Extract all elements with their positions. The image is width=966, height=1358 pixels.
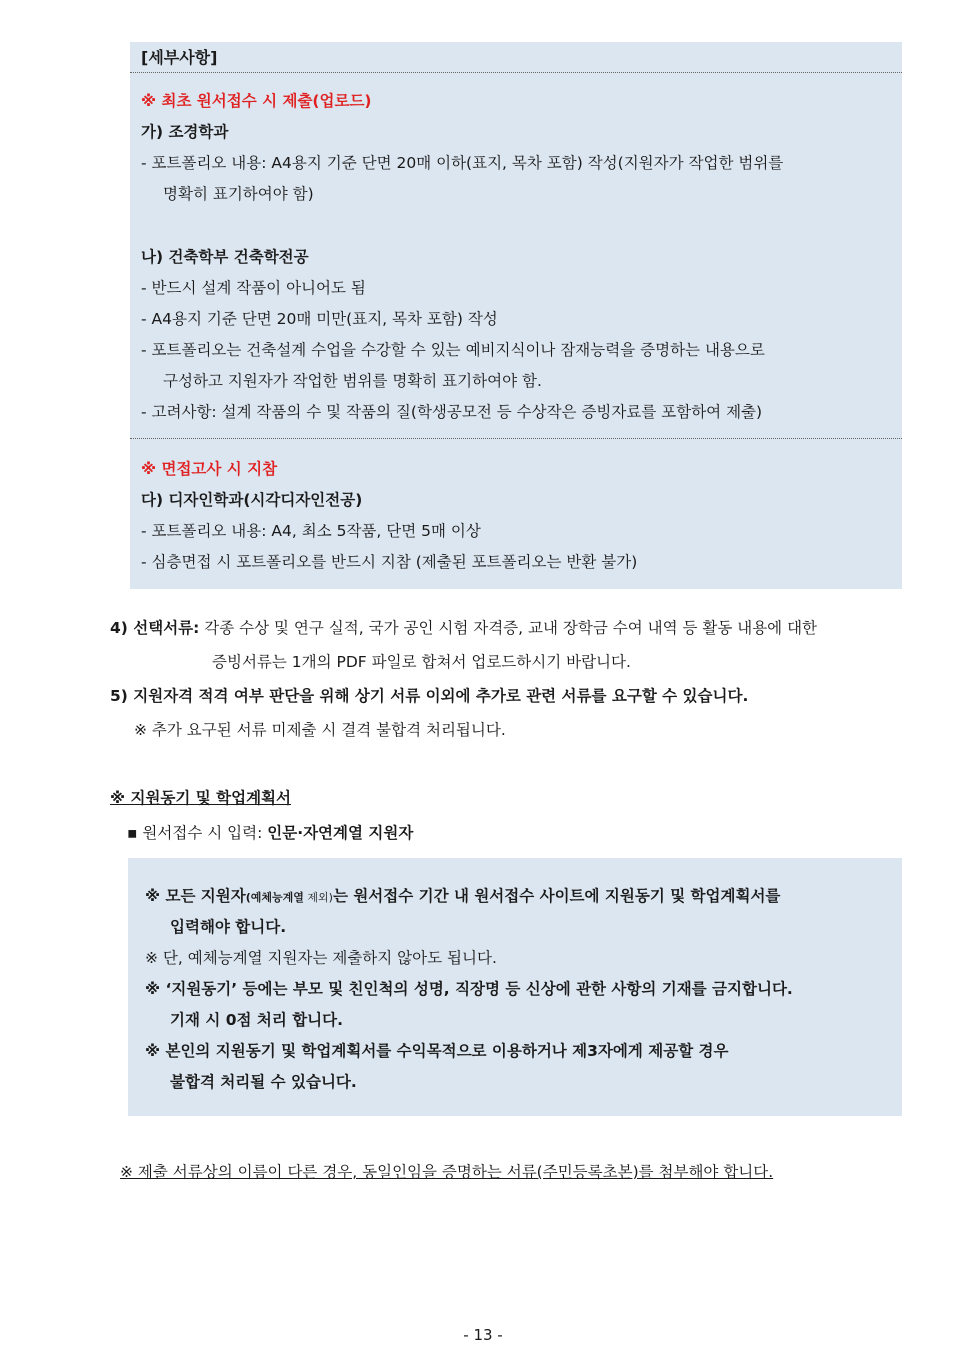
- notice-2: ※ 단, 예체능계열 지원자는 제출하지 않아도 됩니다.: [145, 949, 497, 967]
- header-divider: [130, 72, 902, 73]
- na-item: - 고려사항: 설계 작품의 수 및 작품의 질(학생공모전 등 수상작은 증빙자료를 포함하여 제출): [141, 403, 763, 421]
- na-item: 구성하고 지원자가 작업한 범위를 명확히 표기하여야 함.: [163, 372, 542, 390]
- notice-4: ※ 본인의 지원동기 및 학업계획서를 수익목적으로 이용하거나 제3자에게 제공할 경우: [145, 1042, 729, 1060]
- section-divider: [130, 438, 902, 439]
- notice-1-d: 는 원서접수 기간 내 원서접수 사이트에 지원동기 및 학업계획서를: [332, 887, 781, 905]
- notice-1: [145, 886, 780, 908]
- notice-3: ※ ‘지원동기’ 등에는 부모 및 친인척의 성명, 직장명 등 신상에 관한 사항의 기재를 금지합니다.: [145, 980, 793, 998]
- motivation-bullet: [127, 823, 413, 843]
- da-title: 다) 디자인학과(시각디자인전공): [141, 491, 363, 509]
- ga-item: - 포트폴리오 내용: A4용지 기준 단면 20매 이하(표지, 목차 포함) 작성(지원자가 작업한 범위를: [141, 154, 784, 172]
- upload-notice: ※ 최초 원서접수 시 제출(업로드): [141, 92, 372, 110]
- ga-title: 가) 조경학과: [141, 123, 229, 141]
- notice-1-b: (예체능계열: [245, 891, 304, 904]
- na-title: 나) 건축학부 건축학전공: [141, 248, 309, 266]
- notice-1-cont: 입력해야 합니다.: [170, 918, 287, 936]
- notice-3-cont: 기재 시 0점 처리 합니다.: [170, 1011, 344, 1029]
- item4-line2: 증빙서류는 1개의 PDF 파일로 합쳐서 업로드하시기 바랍니다.: [212, 653, 631, 671]
- item5-text: 5) 지원자격 적격 여부 판단을 위해 상기 서류 이외에 추가로 관련 서류를 요구할 수 있습니다.: [110, 687, 749, 705]
- item4-text: 각종 수상 및 연구 실적, 국가 공인 시험 자격증, 교내 장학금 수여 내역 등 활동 내용에 대한: [199, 619, 818, 637]
- motivation-title: ※ 지원동기 및 학업계획서: [110, 789, 291, 807]
- item5-note: ※ 추가 요구된 서류 미제출 시 결격 불합격 처리됩니다.: [134, 721, 506, 739]
- notice-1-a: ※ 모든 지원자: [145, 887, 246, 905]
- da-item: - 포트폴리오 내용: A4, 최소 5작품, 단면 5매 이상: [141, 522, 481, 540]
- na-item: - 포트폴리오는 건축설계 수업을 수강할 수 있는 예비지식이나 잠재능력을 증명하는 내용으로: [141, 341, 765, 359]
- bullet-bold: 인문·자연계열 지원자: [267, 824, 414, 842]
- details-header: [세부사항]: [141, 48, 218, 67]
- bullet-prefix: ▪ 원서접수 시 입력:: [127, 824, 268, 842]
- interview-notice: ※ 면접고사 시 지참: [141, 460, 278, 478]
- na-item: - A4용지 기준 단면 20매 미만(표지, 목차 포함) 작성: [141, 310, 498, 328]
- notice-4-cont: 불합격 처리될 수 있습니다.: [170, 1073, 357, 1091]
- item4-line1: [110, 618, 817, 638]
- notice-1-c: 제외): [303, 891, 333, 904]
- da-item: - 심층면접 시 포트폴리오를 반드시 지참 (제출된 포트폴리오는 반환 불가): [141, 553, 638, 571]
- item4-label: 4) 선택서류:: [110, 619, 200, 637]
- na-item: - 반드시 설계 작품이 아니어도 됨: [141, 279, 366, 297]
- footer-note: ※ 제출 서류상의 이름이 다른 경우, 동일인임을 증명하는 서류(주민등록초본)를 첨부해야 합니다.: [120, 1163, 774, 1181]
- ga-item: 명확히 표기하여야 함): [163, 185, 314, 203]
- page-number: - 13 -: [463, 1326, 503, 1344]
